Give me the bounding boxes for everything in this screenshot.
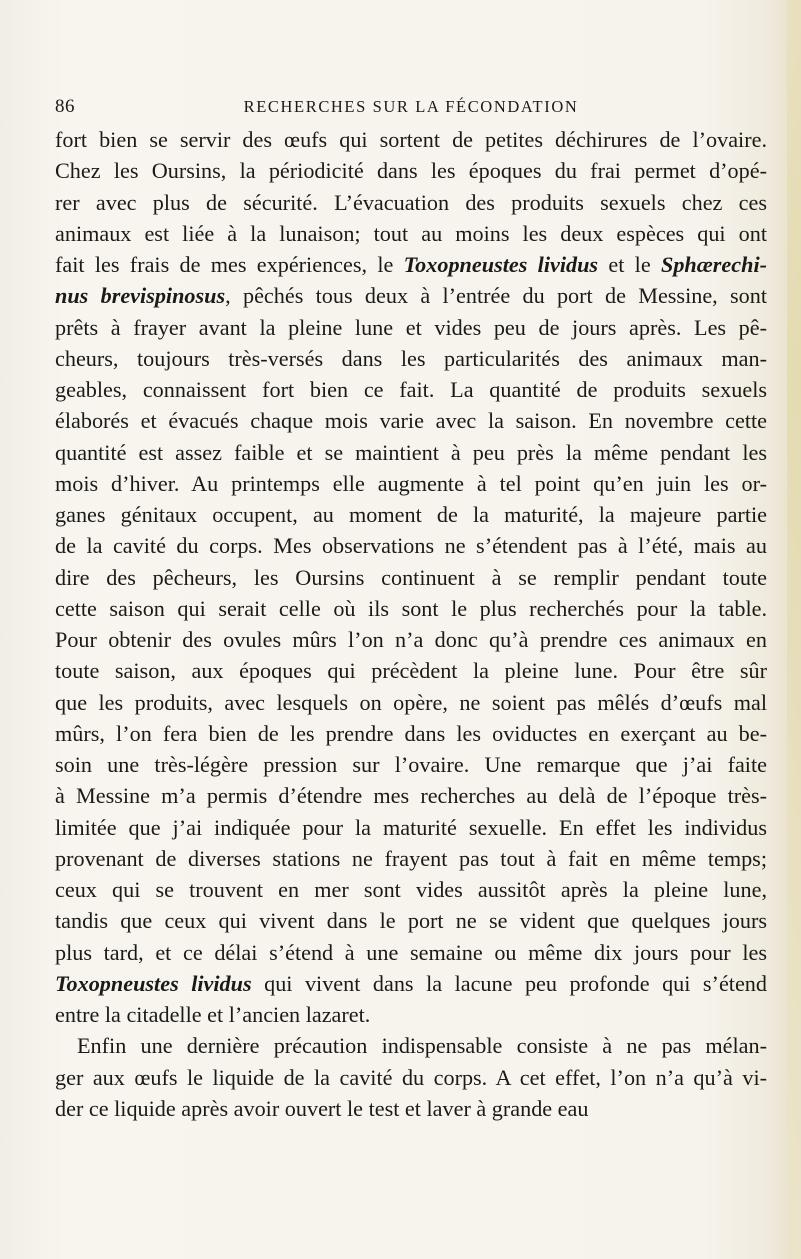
text-line: animaux est liée à la lunaison; tout au moins les deux espèces qui ont (55, 220, 767, 246)
text-segment: , pêchés tous deux à l’entrée du port de Messine, sont (225, 283, 767, 309)
text-line: Pour obtenir des ovules mûrs l’on n’a donc qu’à prendre ces animaux en (55, 627, 767, 652)
text-line: fort bien se servir des œufs qui sortent de petites déchirures de l’ovaire. (55, 127, 767, 152)
text-line: cette saison qui serait celle où ils sont le plus recherchés pour la table. (55, 595, 767, 621)
species-name: Toxopneustes lividus (403, 252, 599, 277)
text-line: ganes génitaux occupent, au moment de la maturité, la majeure partie (55, 502, 767, 527)
text-line: à Messine m’a permis d’étendre mes recherches au delà de l’époque très- (55, 783, 767, 809)
text-line: tandis que ceux qui vivent dans le port ne se vident que quelques jours (55, 908, 767, 934)
text-line: ger aux œufs le liquide de la cavité du corps. A cet effet, l’on n’a qu’à vi- (55, 1064, 767, 1090)
text-line: Enfin une dernière précaution indispensable consiste à ne pas mélan- (77, 1033, 767, 1059)
text-line: toute saison, aux époques qui précèdent la pleine lune. Pour être sûr (55, 658, 767, 684)
page-edge-shading (787, 0, 801, 1259)
text-line: plus tard, et ce délai s’étend à une semaine ou même dix jours pour les (55, 939, 767, 965)
text-line: entre la citadelle et l’ancien lazaret. (55, 1002, 371, 1027)
text-line (55, 280, 767, 311)
text-line: cheurs, toujours très-versés dans les particularités des animaux man- (55, 345, 767, 371)
text-line: Chez les Oursins, la périodicité dans les époques du frai permet d’opé- (55, 158, 767, 184)
text-line: der ce liquide après avoir ouvert le test et laver à grande eau (55, 1095, 589, 1121)
species-name: nus brevispinosus (55, 283, 226, 309)
text-segment: et le (598, 252, 661, 277)
text-line: que les produits, avec lesquels on opère, ne soient pas mêlés d’œufs mal (55, 689, 767, 715)
text-line: limitée que j’ai indiquée pour la maturité sexuelle. En effet les individus (55, 814, 767, 840)
text-line: provenant de diverses stations ne frayent pas tout à fait en même temps; (55, 845, 767, 871)
text-line: dire des pêcheurs, les Oursins continuent à se remplir pendant toute (55, 564, 767, 590)
text-segment: fait les frais de mes expériences, le (55, 252, 404, 277)
text-line: mûrs, l’on fera bien de les prendre dans les oviductes en exerçant au be- (55, 720, 767, 746)
text-line: prêts à frayer avant la pleine lune et vides peu de jours après. Les pê- (55, 314, 767, 340)
page-header (55, 96, 767, 120)
text-line: élaborés et évacués chaque mois varie avec la saison. En novembre cette (55, 408, 767, 434)
text-line: mois d’hiver. Au printemps elle augmente à tel point qu’en juin les or- (55, 470, 767, 496)
text-line (55, 968, 767, 999)
text-line: de la cavité du corps. Mes observations ne s’étendent pas à l’été, mais au (55, 533, 767, 559)
text-line: quantité est assez faible et se maintient à peu près la même pendant les (55, 439, 767, 465)
text-segment: qui vivent dans la lacune peu profonde qui s’étend (251, 970, 767, 996)
text-line: rer avec plus de sécurité. L’évacuation des produits sexuels chez ces (55, 189, 767, 215)
text-line: ceux qui se trouvent en mer sont vides aussitôt après la pleine lune, (55, 877, 767, 902)
running-title: RECHERCHES SUR LA FÉCONDATION (243, 97, 579, 116)
text-line: geables, connaissent fort bien ce fait. La quantité de produits sexuels (55, 377, 767, 402)
text-line: soin une très-légère pression sur l’ovaire. Une remarque que j’ai faite (55, 752, 767, 777)
body-text (55, 124, 767, 1124)
text-line (55, 249, 767, 280)
page-number: 86 (55, 96, 75, 117)
species-name: Sphærechi- (660, 252, 768, 277)
species-name: Toxopneustes lividus (55, 970, 252, 996)
